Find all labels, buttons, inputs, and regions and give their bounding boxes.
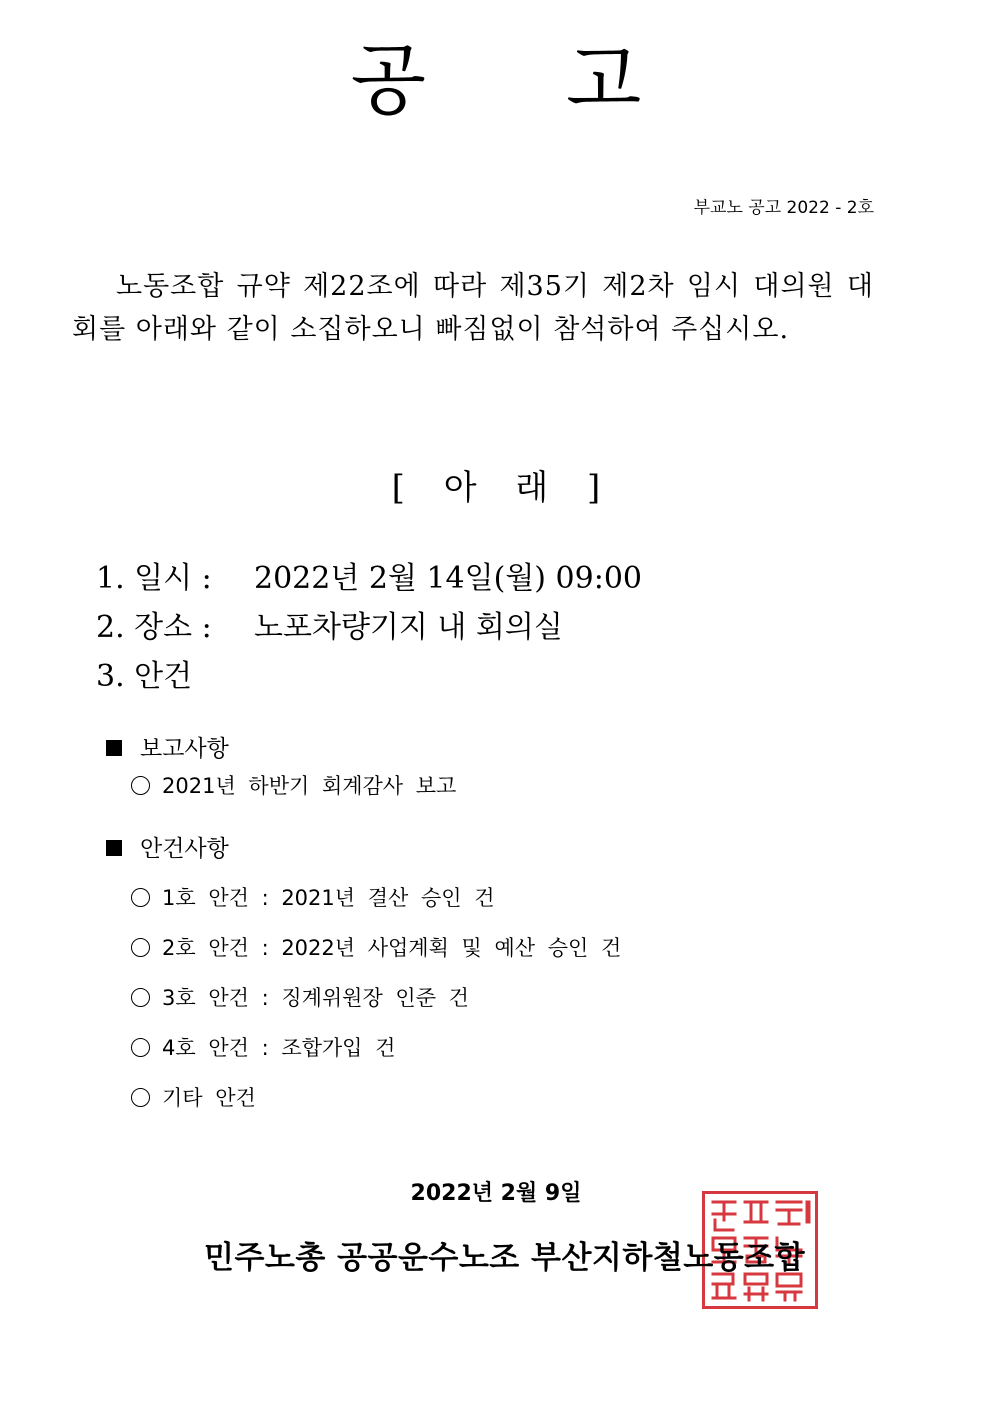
item-label: 2. 장소 : — [96, 610, 212, 645]
agenda-item — [131, 982, 469, 1012]
title-char-1: 공 — [350, 36, 426, 126]
circle-bullet-icon — [131, 938, 150, 957]
agenda-item-label: 3호 안건 : 징계위원장 인준 건 — [162, 986, 469, 1010]
agenda-item-label: 기타 안건 — [162, 1086, 256, 1110]
circle-bullet-icon — [131, 776, 150, 795]
title-char-2: 고 — [566, 36, 642, 126]
item-location — [96, 602, 563, 646]
report-item — [131, 770, 456, 800]
organization-name: 민주노총 공공운수노조 부산지하철노동조합 — [204, 1240, 806, 1276]
section-label: 안건사항 — [140, 836, 229, 862]
report-section-heading — [106, 730, 229, 763]
notice-date: 2022년 2월 9일 — [410, 1181, 582, 1206]
agenda-item-label: 1호 안건 : 2021년 결산 승인 건 — [162, 886, 495, 910]
agenda-item — [131, 882, 495, 912]
report-item-label: 2021년 하반기 회계감사 보고 — [162, 774, 457, 798]
square-bullet-icon — [106, 840, 122, 856]
circle-bullet-icon — [131, 988, 150, 1007]
item-label: 3. 안건 — [96, 659, 193, 694]
item-agenda — [96, 651, 192, 695]
notice-number: 부교노 공고 2022 - 2호 — [693, 198, 874, 218]
circle-bullet-icon — [131, 1038, 150, 1057]
notice-body: 노동조합 규약 제22조에 따라 제35기 제2차 임시 대의원 대회를 아래와 같이 소집하오니 빠짐없이 참석하여 주십시오. — [72, 271, 874, 345]
agenda-item — [131, 1032, 395, 1062]
item-datetime — [96, 553, 642, 597]
section-label: 보고사항 — [140, 736, 229, 762]
item-value: 노포차량기지 내 회의실 — [254, 610, 563, 645]
item-value: 2022년 2월 14일(월) 09:00 — [254, 561, 642, 596]
page-title — [0, 18, 992, 130]
agenda-item — [131, 932, 621, 962]
agenda-item — [131, 1082, 256, 1112]
agenda-item-label: 2호 안건 : 2022년 사업계획 및 예산 승인 건 — [162, 936, 622, 960]
circle-bullet-icon — [131, 1088, 150, 1107]
agenda-item-label: 4호 안건 : 조합가입 건 — [162, 1036, 396, 1060]
item-label: 1. 일시 : — [96, 561, 212, 596]
circle-bullet-icon — [131, 888, 150, 907]
square-bullet-icon — [106, 740, 122, 756]
below-heading: [ 아 래 ] — [391, 468, 601, 508]
agenda-section-heading — [106, 830, 229, 863]
